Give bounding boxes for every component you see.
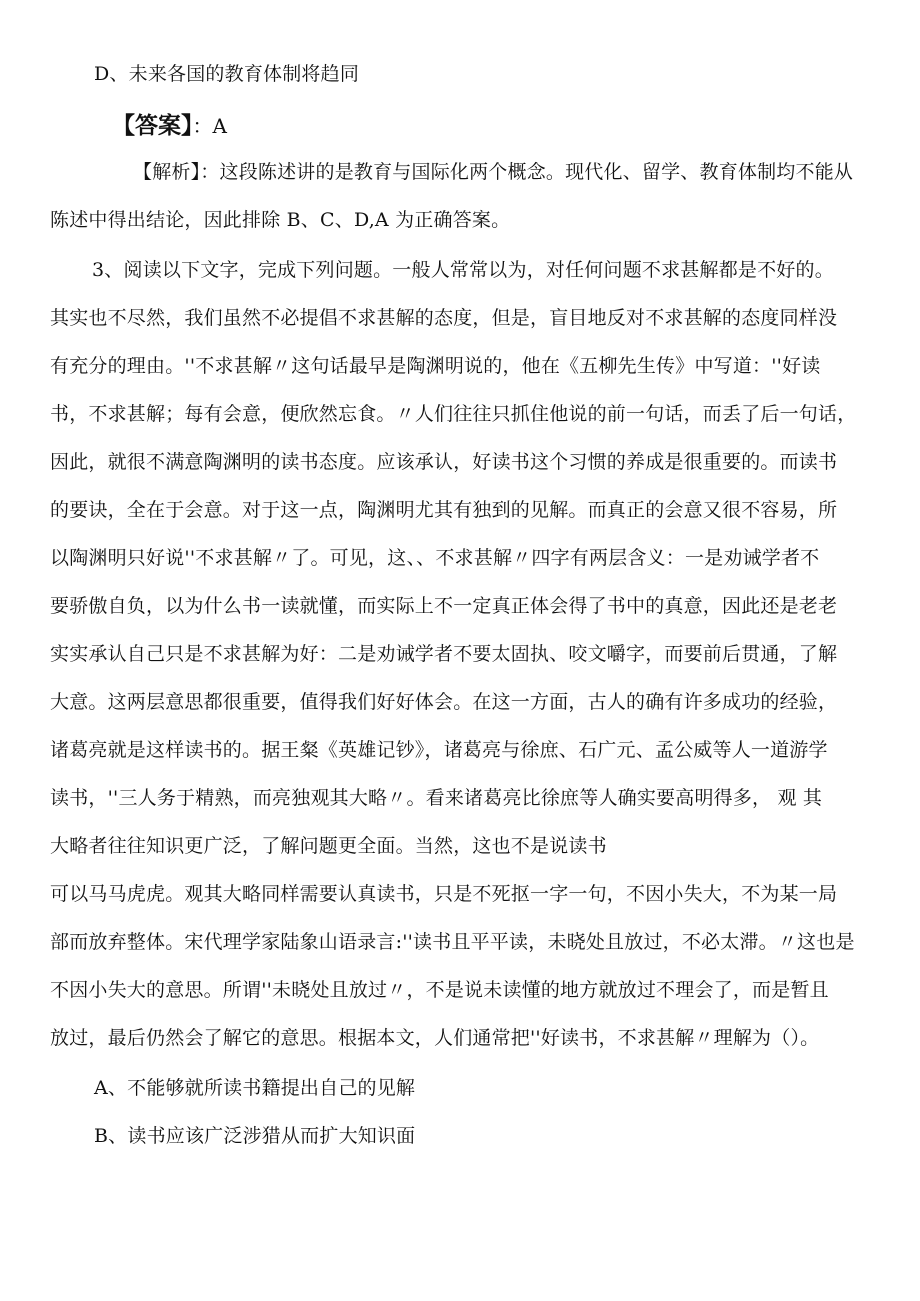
q3-option-a: A、不能够就所读书籍提出自己的见解 <box>94 1077 416 1099</box>
q3-stem-line: 可以马马虎虎。观其大略同样需要认真读书，只是不死抠一字一句，不因小失大，不为某一局 <box>50 883 838 905</box>
q2-answer <box>112 110 227 144</box>
q3-stem-line: 不因小失大的意思。所谓''未晓处且放过〃，不是说未读懂的地方就放过不理会了，而是暂且 <box>50 979 829 1001</box>
q3-stem-line: 3、阅读以下文字，完成下列问题。一般人常常以为，对任何问题不求甚解都是不好的。 <box>92 259 834 281</box>
q3-stem-line: 有充分的理由。''不求甚解〃这句话最早是陶渊明说的，他在《五柳先生传》中写道：''好读 <box>50 355 821 377</box>
q3-stem-line: 以陶渊明只好说''不求甚解〃了。可见，这、、不求甚解〃四字有两层含义：一是劝诫学者不 <box>50 547 820 569</box>
q3-option-b: B、读书应该广泛涉猎从而扩大知识面 <box>94 1125 416 1147</box>
q3-stem-line: 其实也不尽然，我们虽然不必提倡不求甚解的态度，但是，盲目地反对不求甚解的态度同样没 <box>50 307 838 329</box>
q3-stem-line: 因此，就很不满意陶渊明的读书态度。应该承认，好读书这个习惯的养成是很重要的。而读书 <box>50 451 838 473</box>
q3-stem-line: 书，不求甚解；每有会意，便欣然忘食。〃人们往往只抓住他说的前一句话，而丢了后一句话， <box>50 403 857 425</box>
q3-stem-line: 部而放弃整体。宋代理学家陆象山语录言:''读书且平平读，未晓处且放过，不必太滞。〃这也是 <box>50 931 855 953</box>
q2-analysis-line: 【解析】：这段陈述讲的是教育与国际化两个概念。现代化、留学、教育体制均不能从 <box>133 161 854 183</box>
answer-value: ：A <box>192 114 227 138</box>
q3-stem-line: 读书，''三人务于精熟，而亮独观其大略〃。看来诸葛亮比徐庶等人确实要高明得多， 观 其 <box>50 787 823 809</box>
q3-stem-line: 诸葛亮就是这样读书的。据王粲《英雄记钞》，诸葛亮与徐庶、石广元、孟公威等人一道游学 <box>50 739 828 761</box>
q2-analysis-line: 陈述中得出结论，因此排除 B、C、D,A 为正确答案。 <box>50 209 511 231</box>
q2-option-d: D、未来各国的教育体制将趋同 <box>94 63 360 85</box>
q3-stem-line: 大略者往往知识更广泛，了解问题更全面。当然，这也不是说读书 <box>50 835 607 857</box>
q3-stem-line: 大意。这两层意思都很重要，值得我们好好体会。在这一方面，古人的确有许多成功的经验， <box>50 691 838 713</box>
q3-stem-line: 的要诀，全在于会意。对于这一点，陶渊明尤其有独到的见解。而真正的会意又很不容易，所 <box>50 499 838 521</box>
q3-stem-line: 要骄傲自负，以为什么书一读就懂，而实际上不一定真正体会得了书中的真意，因此还是老老 <box>50 595 838 617</box>
q3-stem-line: 放过，最后仍然会了解它的意思。根据本文，人们通常把''好读书，不求甚解〃理解为（）。 <box>50 1027 820 1049</box>
q3-stem-line: 实实承认自己只是不求甚解为好：二是劝诫学者不要太固执、咬文嚼字，而要前后贯通，了解 <box>50 643 838 665</box>
answer-label: 【答案】 <box>112 113 193 139</box>
